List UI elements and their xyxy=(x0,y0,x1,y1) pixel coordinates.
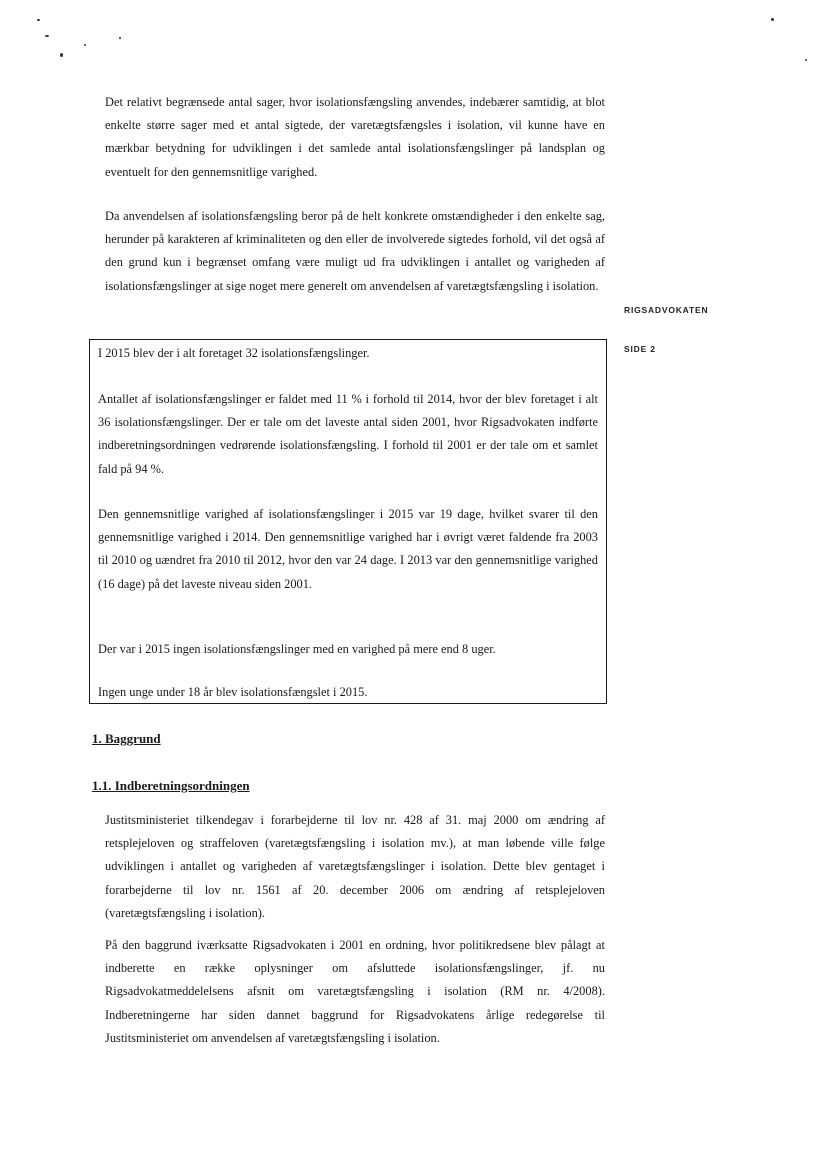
summary-paragraph: Antallet af isolationsfængslinger er faldet med 11 % i forhold til 2014, hvor der blev foretaget i alt 36 isolationsfængslinger. Der er tale om det laveste antal siden 2001, hvor Rigsadvokaten indførte indberetningsordningen vedrørende isolationsfængsling. I forhold til 2001 er der tale om et samlet fald på 94 %. xyxy=(98,392,598,476)
scan-speck xyxy=(37,19,40,21)
scan-speck xyxy=(805,59,807,61)
summary-paragraph: Den gennemsnitlige varighed af isolationsfængslinger i 2015 var 19 dage, hvilket svarer til den gennemsnitlige varighed i 2014. Den gennemsnitlige varighed har i øvrigt været faldende fra 2003 til 2010 og uændret fra 2010 til 2012, hvor den var 24 dage. I 2013 var den gennemsnitlige varighed (16 dage) på det laveste niveau siden 2001. xyxy=(98,507,598,591)
intro-paragraph: Da anvendelsen af isolationsfængsling beror på de helt konkrete omstændigheder i den enkelte sag, herunder på karakteren af kriminaliteten og den eller de involverede sigtedes forhold, vil det også af den grund kun i begrænset omfang være muligt ud fra udviklingen i antallet og varigheden af isolationsfængslinger at sige noget mere generelt om anvendelsen af varetægtsfængsling i isolation. xyxy=(105,209,605,293)
section-heading: 1. Baggrund xyxy=(92,731,161,746)
subsection-heading: 1.1. Indberetningsordningen xyxy=(92,778,250,793)
section-paragraph: Justitsministeriet tilkendegav i forarbejderne til lov nr. 428 af 31. maj 2000 om ændring af retsplejeloven og straffeloven (varetægtsfængsling i isolation mv.), at man løbende ville følge udviklingen i antallet og varigheden af varetægtsfængslinger i isolation. Dette blev gentaget i forarbejderne til lov nr. 1561 af 20. december 2006 om ændring af retsplejeloven (varetægtsfængsling i isolation). xyxy=(105,813,605,920)
summary-paragraph: I 2015 blev der i alt foretaget 32 isolationsfængslinger. xyxy=(98,346,370,360)
summary-paragraph: Ingen unge under 18 år blev isolationsfængslet i 2015. xyxy=(98,685,368,699)
section-paragraph: På den baggrund iværksatte Rigsadvokaten i 2001 en ordning, hvor politikredsene blev pålagt at indberette en række oplysninger om afsluttede isolationsfængslinger, jf. nu Rigsadvokatmeddelelsens afsnit om varetægtsfængsling i isolation (RM nr. 4/2008). Indberetningerne har siden dannet baggrund for Rigsadvokatens årlige redegørelse til Justitsministeriet om anvendelsen af varetægtsfængsling i isolation. xyxy=(105,938,605,1045)
scan-speck xyxy=(60,53,63,57)
page-number-label: SIDE 2 xyxy=(624,344,656,354)
summary-paragraph: Der var i 2015 ingen isolationsfængslinger med en varighed på mere end 8 uger. xyxy=(98,642,496,656)
scan-speck xyxy=(84,44,86,46)
scan-speck xyxy=(45,35,49,37)
organization-label: RIGSADVOKATEN xyxy=(624,305,709,315)
intro-paragraph: Det relativt begrænsede antal sager, hvor isolationsfængsling anvendes, indebærer samtidig, at blot enkelte større sager med et antal sigtede, der varetægtsfængsles i isolation, vil kunne have en mærkbar betydning for udviklingen i det samlede antal isolationsfængslinger på landsplan og eventuelt for den gennemsnitlige varighed. xyxy=(105,95,605,179)
scan-speck xyxy=(771,18,774,21)
scan-speck xyxy=(119,37,121,39)
summary-box xyxy=(89,339,607,704)
